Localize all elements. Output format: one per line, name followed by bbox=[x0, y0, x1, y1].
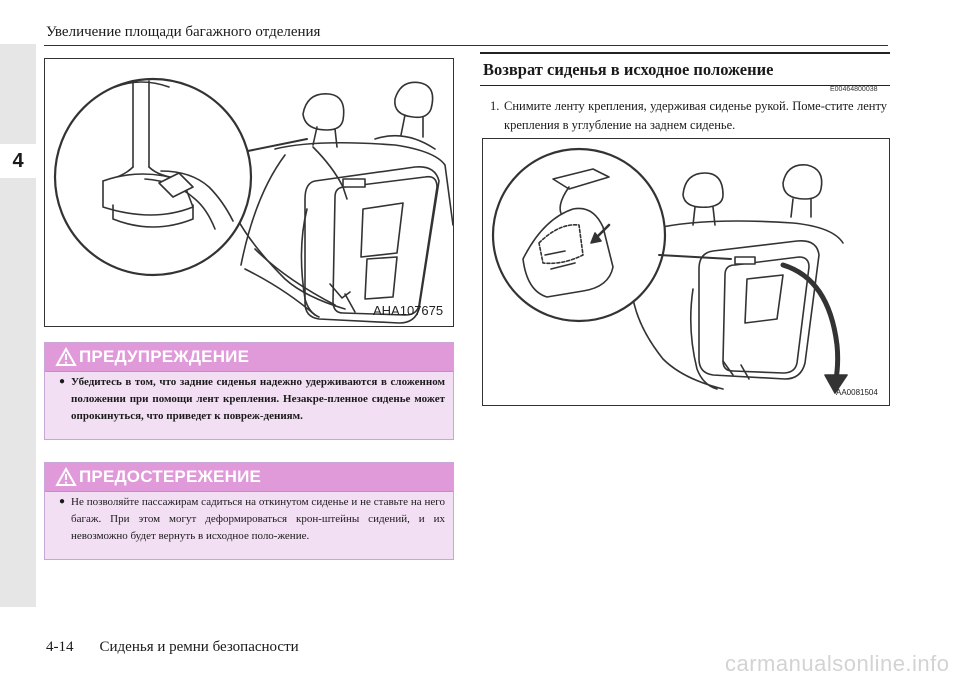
bullet-icon: ● bbox=[59, 496, 66, 507]
page-number: 4-14 bbox=[46, 639, 74, 655]
caution-box bbox=[44, 462, 454, 560]
chapter-tab: 4 bbox=[0, 144, 36, 178]
figure-seat-return bbox=[482, 138, 890, 406]
watermark-text: carmanualsonline.info bbox=[725, 651, 950, 676]
caution-triangle-icon bbox=[55, 467, 77, 487]
page-header-title: Увеличение площади багажного отделения bbox=[46, 24, 321, 40]
section-title: Возврат сиденья в исходное положение bbox=[483, 60, 774, 79]
header-rule bbox=[44, 45, 888, 46]
figure-code: AHA107675 bbox=[373, 303, 444, 318]
warning-header bbox=[45, 343, 453, 372]
caution-header bbox=[45, 463, 453, 492]
step-number: 1. bbox=[490, 99, 500, 113]
figure-seat-belt-strap bbox=[44, 58, 454, 327]
warning-box bbox=[44, 342, 454, 440]
seat-return-illustration bbox=[483, 139, 889, 405]
figure-code: AA0081504 bbox=[836, 388, 878, 397]
section-heading bbox=[480, 52, 890, 86]
warning-text: Убедитесь в том, что задние сиденья надежно удерживаются в сложенном положении при помощи лент крепления. Незакре-пленное сиденье может опрокинуться, что приведет к повреж-дениям. bbox=[71, 376, 445, 422]
warning-triangle-icon bbox=[55, 347, 77, 367]
warning-title: ПРЕДУПРЕЖДЕНИЕ bbox=[79, 347, 250, 366]
caution-title: ПРЕДОСТЕРЕЖЕНИЕ bbox=[79, 467, 262, 486]
footer-chapter: Сиденья и ремни безопасности bbox=[99, 639, 299, 655]
chapter-sidebar bbox=[0, 44, 36, 607]
step-text: Снимите ленту крепления, удерживая сиденье рукой. Поме-стите ленту крепления в углубление на заднем сиденье. bbox=[504, 99, 887, 132]
bullet-icon: ● bbox=[59, 376, 66, 387]
seat-strap-illustration bbox=[45, 59, 453, 326]
page-footer bbox=[46, 639, 299, 656]
section-code: E00464800038 bbox=[830, 86, 878, 93]
caution-text: Не позволяйте пассажирам садиться на откинутом сиденье и не ставьте на него багаж. При этом могут деформироваться крон-штейны сидений, и их невозможно будет вернуть в исходное поло-жение. bbox=[71, 496, 445, 542]
